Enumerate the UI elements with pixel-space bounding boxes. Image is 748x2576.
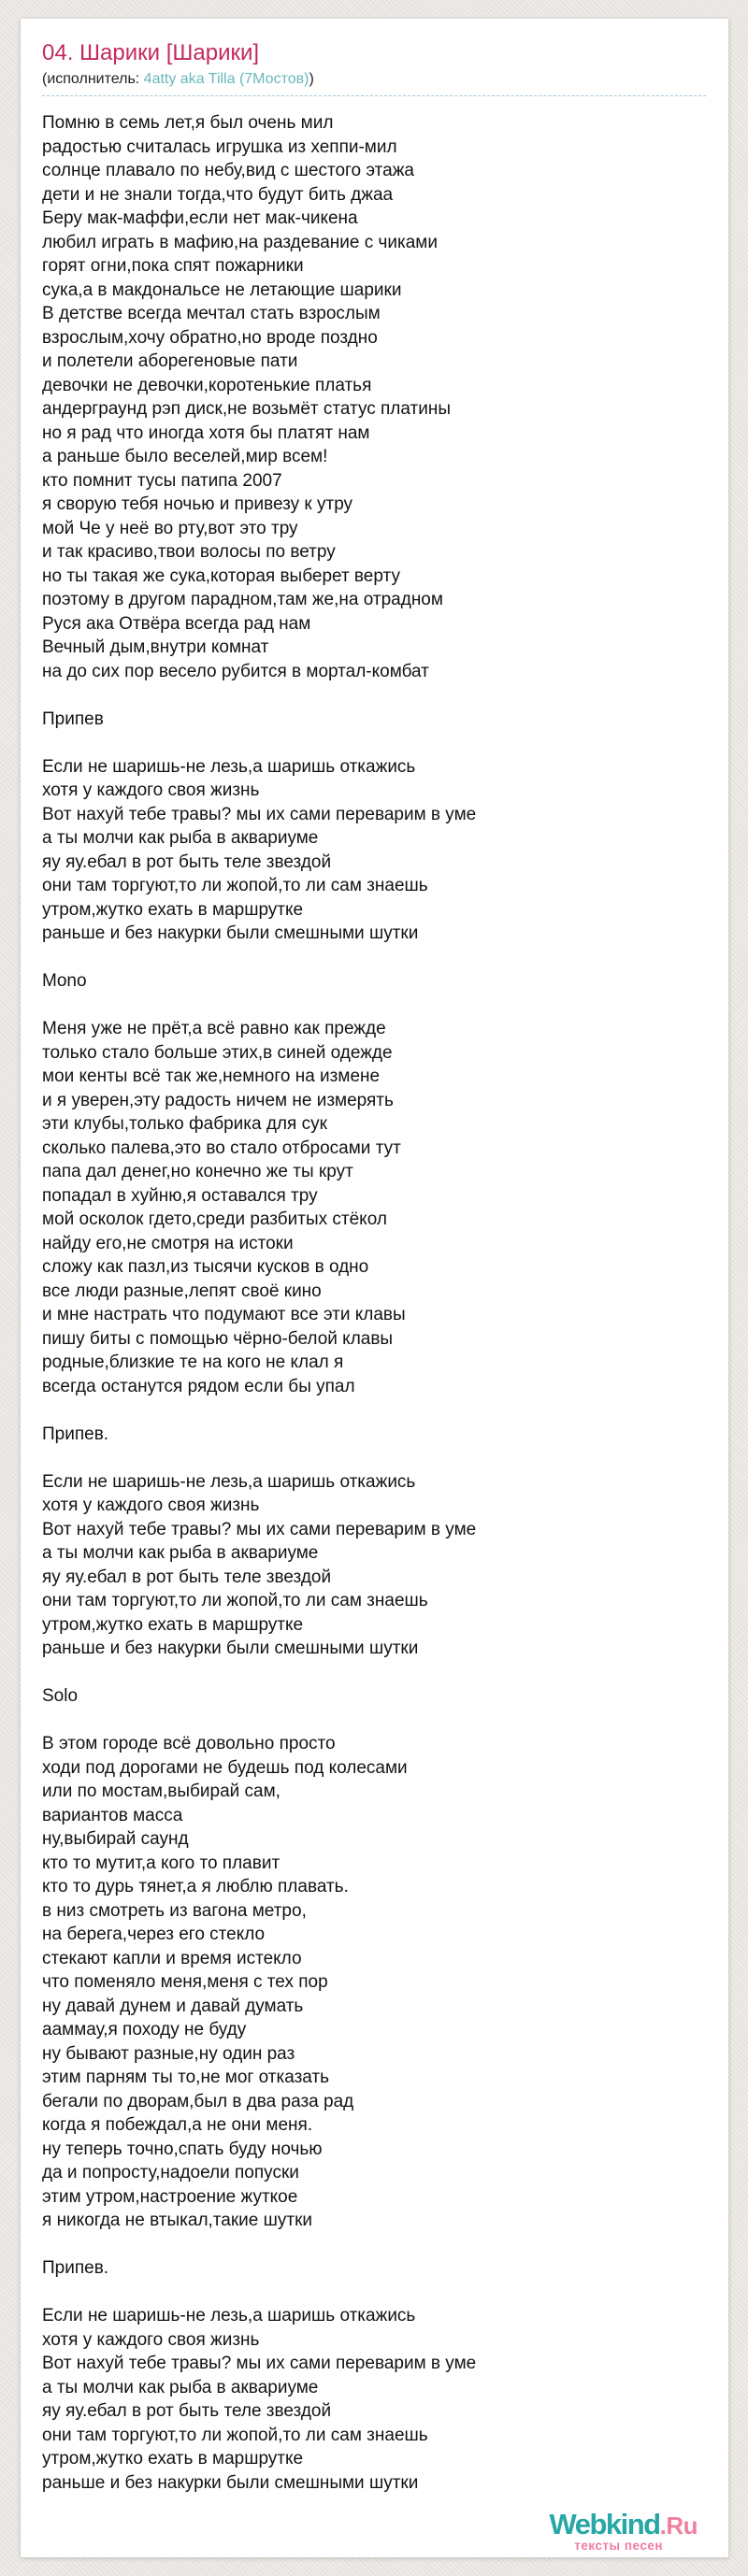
lyrics-paragraph [42,1684,706,1709]
lyrics-line: мой осколок гдето,среди разбитых стёкол [42,1209,387,1229]
lyrics-line: взрослым,хочу обратно,но вроде поздно [42,327,378,348]
lyrics-line: Если не шаришь-не лезь,а шаришь откажись [42,1471,416,1492]
lyrics-line: горят огни,пока спят пожарники [42,256,304,276]
lyrics-line: что поменяло меня,меня с тех пор [42,1972,328,1992]
lyrics-line: ну,выбирай саунд [42,1829,189,1849]
lyrics-line: я никогда не втыкал,такие шутки [42,2211,313,2230]
lyrics-line: все люди разные,лепят своё кино [42,1281,322,1301]
logo-tagline: тексты песен [574,2538,663,2553]
lyrics-line: утром,жутко ехать в маршрутке [42,1614,304,1635]
lyrics-line: Mono [42,971,87,991]
lyrics-line: Помню в семь лет,я был очень мил [42,113,334,133]
lyrics-line: а раньше было веселей,мир всем! [42,447,328,466]
lyrics-paragraph [42,1732,706,2233]
lyrics-line: на до сих пор весело рубится в мортал-комбат [42,661,429,681]
lyrics-line: утром,жутко ехать в маршрутке [42,899,304,920]
lyrics-line: и полетели аборегеновые пати [42,351,298,371]
lyrics-line: вариантов масса [42,1805,183,1825]
lyrics-line: андерграунд рэп диск,не возьмёт статус платины [42,399,452,419]
lyrics-line: девочки не девочки,коротенькие платья [42,375,372,395]
lyrics-paragraph [42,1423,706,1447]
lyrics-line: Припев. [42,1424,109,1444]
lyrics-paragraph [42,111,706,683]
lyrics-line: раньше и без накурки были смешными шутки [42,1639,419,1658]
lyrics-line: на берега,через его стекло [42,1925,266,1944]
lyrics-line: В детстве всегда мечтал стать взрослым [42,304,381,323]
lyrics-line: кто помнит тусы патипа 2007 [42,470,282,491]
lyrics-line: бегали по дворам,был в два раза рад [42,2091,354,2111]
lyrics-line: утром,жутко ехать в маршрутке [42,2449,304,2469]
lyrics-line: ну бывают разные,ну один раз [42,2043,295,2064]
lyrics-paragraph [42,1470,706,1661]
lyrics-line: Припев. [42,2258,109,2278]
lyrics-line: кто то мутит,а кого то плавит [42,1853,280,1873]
lyrics-line: мои кенты всё так же,немного на измене [42,1066,381,1086]
lyrics-line: яу яу.ебал в рот быть теле звездой [42,2401,332,2421]
lyrics-line: радостью считалась игрушка из хеппи-мил [42,136,397,157]
lyrics-line: пишу биты с помощью чёрно-белой клавы [42,1328,394,1349]
lyrics-line: родные,близкие те на кого не клал я [42,1352,344,1372]
lyrics-line: и так красиво,твои волосы по ветру [42,542,336,562]
lyrics-line: ну давай дунем и давай думать [42,1996,304,2016]
lyrics-line: Вот нахуй тебе травы? мы их сами переварим в уме [42,804,477,824]
artist-line [42,69,706,96]
lyrics-line: ну теперь точно,спать буду ночью [42,2139,323,2159]
lyrics-line: Вот нахуй тебе травы? мы их сами переварим в уме [42,1519,477,1539]
lyrics-line: раньше и без накурки были смешными шутки [42,923,419,943]
lyrics-line: сложу как пазл,из тысячи кусков в одно [42,1257,369,1277]
lyrics-line: мой Че у неё во рту,вот это тру [42,518,298,538]
lyrics-line: когда я побеждал,а не они меня. [42,2115,313,2135]
lyrics-line: хотя у каждого своя жизнь [42,1496,260,1515]
lyrics-line: и я уверен,эту радость ничем не измерять [42,1090,394,1110]
logo-main-text: Webkind [549,2507,660,2540]
logo-wordmark [549,2507,698,2540]
lyrics-line: хотя у каждого своя жизнь [42,780,260,800]
lyrics-line: Если не шаришь-не лезь,а шаришь откажись [42,756,416,777]
lyrics-paragraph [42,755,706,946]
lyrics-line: этим утром,настроение жуткое [42,2186,298,2207]
lyrics-paragraph [42,969,706,994]
lyrics-line: Вечный дым,внутри комнат [42,637,269,657]
lyrics-line: сколько палева,это во стало отбросами тут [42,1138,401,1158]
lyrics-line: раньше и без накурки были смешными шутки [42,2472,419,2493]
lyrics-line: Вот нахуй тебе травы? мы их сами переварим в уме [42,2354,477,2373]
lyrics-line: солнце плавало по небу,вид с шестого этажа [42,161,414,180]
lyrics-line: яу яу.ебал в рот быть теле звездой [42,852,332,872]
lyrics-line: я сворую тебя ночью и привезу к утру [42,494,353,514]
lyrics-line: они там торгуют,то ли жопой,то ли сам знаешь [42,876,428,895]
lyrics-line: Припев [42,708,104,729]
lyrics-line: папа дал денег,но конечно же ты крут [42,1162,353,1181]
lyrics-line: но ты такая же сука,которая выберет верту [42,565,400,586]
lyrics-line: ходи под дорогами не будешь под колесами [42,1757,408,1778]
site-logo[interactable] [549,2507,698,2553]
lyrics-line: или по мостам,выбирай сам, [42,1782,280,1801]
artist-link[interactable]: 4atty aka Tilla (7Мостов) [143,71,309,87]
lyrics-line: да и попросту,надоели попуски [42,2163,299,2182]
logo-suffix-text: .Ru [659,2511,698,2540]
lyrics-line: кто то дурь тянет,а я люблю плавать. [42,1877,349,1896]
artist-suffix: ) [309,71,314,87]
lyrics-paragraph [42,2304,706,2495]
lyrics-line: найду его,не смотря на истоки [42,1233,294,1253]
lyrics-line: Если не шаришь-не лезь,а шаришь откажись [42,2306,416,2326]
artist-label: (исполнитель: [42,71,144,87]
lyrics-line: В этом городе всё довольно просто [42,1734,336,1753]
lyrics-line: а ты молчи как рыба в аквариуме [42,2377,319,2397]
lyrics-line: этим парням ты то,не мог отказать [42,2068,330,2087]
lyrics-line: они там торгуют,то ли жопой,то ли сам знаешь [42,2425,428,2445]
lyrics-paragraph [42,1017,706,1398]
lyrics-line: Руся ака Отвёра всегда рад нам [42,613,311,634]
lyrics-line: эти клубы,только фабрика для сук [42,1114,327,1134]
lyrics-line: Меня уже не прёт,а всё равно как прежде [42,1019,386,1038]
lyrics-line: Беру мак-маффи,если нет мак-чикена [42,208,358,228]
lyrics-paragraph [42,708,706,732]
lyrics-line: попадал в хуйню,я оставался тру [42,1185,318,1206]
lyrics-line: любил играть в мафию,на раздевание с чиками [42,232,438,252]
lyrics-line: ааммау,я походу не буду [42,2020,247,2039]
lyrics-line: всегда останутся рядом если бы упал [42,1376,355,1396]
lyrics-line: сука,а в макдональсе не летающие шарики [42,279,402,300]
lyrics-line: они там торгуют,то ли жопой,то ли сам знаешь [42,1591,428,1610]
lyrics-line: и мне настрать что подумают все эти клавы [42,1305,406,1324]
lyrics-paragraph [42,2256,706,2281]
lyrics-line: Solo [42,1686,79,1706]
lyrics-line: дети и не знали тогда,что будут бить джаа [42,184,394,205]
lyrics [42,111,706,2495]
lyrics-line: в низ смотреть из вагона метро, [42,1900,307,1921]
lyrics-card [21,19,728,2557]
lyrics-line: но я рад что иногда хотя бы платят нам [42,422,370,443]
lyrics-line: а ты молчи как рыба в аквариуме [42,1543,319,1563]
lyrics-line: яу яу.ебал в рот быть теле звездой [42,1567,332,1587]
lyrics-line: поэтому в другом парадном,там же,на отрадном [42,590,443,609]
lyrics-line: только стало больше этих,в синей одежде [42,1042,393,1063]
lyrics-line: хотя у каждого своя жизнь [42,2329,260,2350]
lyrics-line: а ты молчи как рыба в аквариуме [42,828,319,848]
lyrics-line: стекают капли и время истекло [42,1948,302,1968]
page-title: 04. Шарики [Шарики] [42,40,260,65]
